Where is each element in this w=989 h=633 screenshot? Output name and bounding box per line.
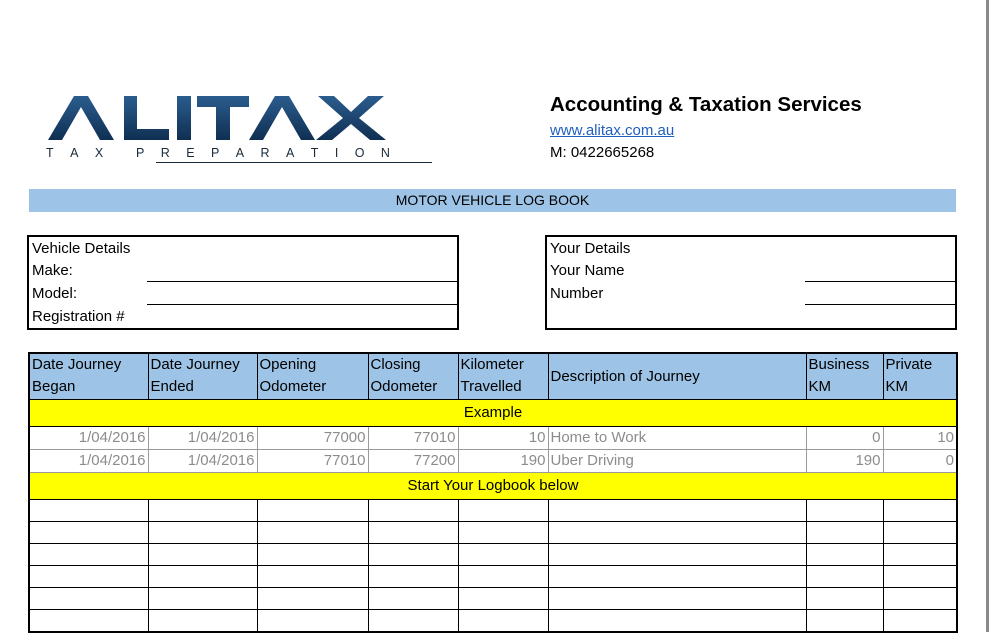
table-row — [29, 566, 957, 588]
empty-cell[interactable] — [29, 544, 148, 566]
logo-underline — [156, 162, 432, 163]
your-name-field[interactable] — [805, 281, 957, 282]
empty-cell[interactable] — [257, 544, 368, 566]
header-date-began: Date Journey Began — [29, 353, 148, 400]
empty-cell[interactable] — [806, 544, 883, 566]
vehicle-details-box — [27, 235, 459, 330]
start-band-row — [29, 473, 957, 500]
empty-cell[interactable] — [883, 500, 957, 522]
header-business-km: Business KM — [806, 353, 883, 400]
empty-cell[interactable] — [148, 544, 257, 566]
empty-cell[interactable] — [148, 522, 257, 544]
header-opening-odometer: Opening Odometer — [257, 353, 368, 400]
cell-date-began: 1/04/2016 — [29, 427, 148, 450]
example-label: Example — [29, 400, 957, 427]
empty-cell[interactable] — [29, 566, 148, 588]
empty-cell[interactable] — [548, 610, 806, 633]
empty-cell[interactable] — [883, 522, 957, 544]
table-row — [29, 450, 957, 473]
empty-cell[interactable] — [883, 566, 957, 588]
empty-cell[interactable] — [883, 544, 957, 566]
empty-cell[interactable] — [548, 522, 806, 544]
cell-date-ended: 1/04/2016 — [148, 450, 257, 473]
start-logbook-label: Start Your Logbook below — [29, 473, 957, 500]
example-band-row — [29, 400, 957, 427]
cell-kilometer-travelled: 10 — [458, 427, 548, 450]
empty-cell[interactable] — [29, 500, 148, 522]
number-field[interactable] — [805, 304, 957, 305]
table-row — [29, 544, 957, 566]
empty-cell[interactable] — [148, 610, 257, 633]
cell-private-km: 0 — [883, 450, 957, 473]
table-row — [29, 610, 957, 633]
make-field[interactable] — [147, 281, 459, 282]
registration-label: Registration # — [32, 308, 125, 325]
empty-cell[interactable] — [368, 610, 458, 633]
logo-tagline: T A X P R E P A R A T I O N — [46, 146, 390, 160]
empty-cell[interactable] — [257, 522, 368, 544]
empty-cell[interactable] — [148, 588, 257, 610]
empty-cell[interactable] — [257, 500, 368, 522]
header-date-ended: Date Journey Ended — [148, 353, 257, 400]
cell-opening-odometer: 77000 — [257, 427, 368, 450]
vehicle-details-heading: Vehicle Details — [32, 240, 131, 257]
empty-cell[interactable] — [148, 566, 257, 588]
empty-cell[interactable] — [883, 588, 957, 610]
empty-cell[interactable] — [368, 588, 458, 610]
empty-cell[interactable] — [458, 500, 548, 522]
cell-date-ended: 1/04/2016 — [148, 427, 257, 450]
your-details-heading: Your Details — [550, 240, 631, 257]
cell-description: Home to Work — [548, 427, 806, 450]
empty-cell[interactable] — [368, 500, 458, 522]
make-label: Make: — [32, 262, 73, 279]
empty-cell[interactable] — [806, 522, 883, 544]
table-header-row — [29, 353, 957, 400]
header-description: Description of Journey — [548, 353, 806, 400]
table-row — [29, 522, 957, 544]
company-website-link[interactable]: www.alitax.com.au — [550, 122, 675, 139]
empty-cell[interactable] — [548, 588, 806, 610]
logbook-table — [28, 352, 958, 633]
number-label: Number — [550, 285, 604, 302]
empty-cell[interactable] — [148, 500, 257, 522]
empty-cell[interactable] — [806, 588, 883, 610]
empty-cell[interactable] — [548, 544, 806, 566]
your-name-label: Your Name — [550, 262, 625, 279]
model-label: Model: — [32, 285, 78, 302]
empty-cell[interactable] — [458, 522, 548, 544]
table-row — [29, 588, 957, 610]
empty-cell[interactable] — [806, 566, 883, 588]
cell-private-km: 10 — [883, 427, 957, 450]
empty-cell[interactable] — [806, 610, 883, 633]
cell-business-km: 0 — [806, 427, 883, 450]
cell-description: Uber Driving — [548, 450, 806, 473]
empty-cell[interactable] — [548, 500, 806, 522]
header-private-km: Private KM — [883, 353, 957, 400]
cell-closing-odometer: 77200 — [368, 450, 458, 473]
cell-kilometer-travelled: 190 — [458, 450, 548, 473]
empty-cell[interactable] — [458, 610, 548, 633]
logbook-title: MOTOR VEHICLE LOG BOOK — [29, 189, 956, 212]
empty-cell[interactable] — [368, 522, 458, 544]
empty-cell[interactable] — [29, 610, 148, 633]
table-row — [29, 427, 957, 450]
cell-closing-odometer: 77010 — [368, 427, 458, 450]
company-phone: M: 0422665268 — [550, 144, 655, 161]
cell-business-km: 190 — [806, 450, 883, 473]
empty-cell[interactable] — [458, 544, 548, 566]
model-field[interactable] — [147, 304, 459, 305]
alitax-logo — [44, 94, 390, 166]
empty-cell[interactable] — [458, 566, 548, 588]
empty-cell[interactable] — [368, 566, 458, 588]
empty-cell[interactable] — [257, 588, 368, 610]
empty-cell[interactable] — [548, 566, 806, 588]
cell-date-began: 1/04/2016 — [29, 450, 148, 473]
header-closing-odometer: Closing Odometer — [368, 353, 458, 400]
empty-cell[interactable] — [883, 610, 957, 633]
empty-cell[interactable] — [29, 522, 148, 544]
empty-cell[interactable] — [368, 544, 458, 566]
cell-opening-odometer: 77010 — [257, 450, 368, 473]
header-kilometer-travelled: Kilometer Travelled — [458, 353, 548, 400]
alitax-wordmark-graphic — [44, 94, 390, 144]
empty-cell[interactable] — [458, 588, 548, 610]
empty-cell[interactable] — [257, 610, 368, 633]
company-name: Accounting & Taxation Services — [550, 93, 862, 116]
empty-cell[interactable] — [29, 588, 148, 610]
empty-cell[interactable] — [806, 500, 883, 522]
empty-cell[interactable] — [257, 566, 368, 588]
table-row — [29, 500, 957, 522]
company-info — [550, 92, 862, 164]
your-details-box — [545, 235, 957, 330]
